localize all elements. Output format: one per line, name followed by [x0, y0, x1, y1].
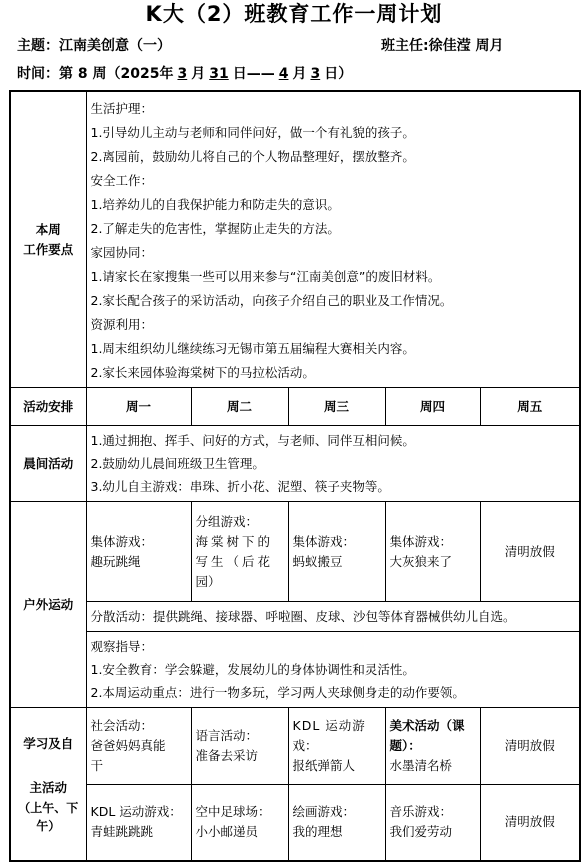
learning-tuesday-1: 语言活动： 准备去采访 — [191, 708, 288, 785]
day-separator: 日—— — [232, 66, 275, 82]
month-char-1: 月 — [191, 66, 206, 82]
outdoor-scattered-row — [10, 602, 580, 632]
weekly-point-line: 2.家长配合孩子的采访活动，向孩子介绍自己的职业及工作情况。 — [90, 293, 453, 308]
schedule-label: 活动安排 — [10, 388, 86, 426]
learning-thursday-1: 美术活动（课 题）： 水墨清名桥 — [385, 708, 480, 785]
observe-line: 2.本周运动重点：进行一物多玩，学习两人夹球侧身走的动作要领。 — [90, 685, 465, 700]
weekly-points-row — [10, 91, 580, 388]
weekly-point-line: 家园协同： — [90, 245, 154, 260]
observe-line: 1.安全教育：学会躲避，发展幼儿的身体协调性和灵活性。 — [90, 662, 415, 677]
learning-row-2 — [10, 785, 580, 861]
outdoor-observe — [86, 632, 580, 708]
weekly-point-line: 1.培养幼儿的自我保护能力和防走失的意识。 — [90, 197, 340, 212]
learning-monday-1: 社会活动： 爸爸妈妈真能 干 — [86, 708, 191, 785]
month-char-2: 月 — [292, 66, 307, 82]
day-friday: 周五 — [480, 388, 580, 426]
learning-wednesday-2: 绘画游戏： 我的理想 — [288, 785, 385, 861]
observe-line: 观察指导： — [90, 639, 154, 654]
learning-friday-1-holiday: 清明放假 — [480, 708, 580, 785]
morning-label: 晨间活动 — [10, 426, 86, 502]
end-month: 4 — [278, 66, 289, 82]
learning-wednesday-1: KDL 运动游 戏： 报纸弹箭人 — [288, 708, 385, 785]
time-label: 时间：第 8 周（2025年 — [17, 66, 174, 82]
learning-label: 学习及自 主活动 （上午、下 午） — [10, 708, 86, 861]
time-line — [17, 64, 352, 84]
outdoor-game-monday: 集体游戏： 趣玩跳绳 — [86, 502, 191, 602]
day-wednesday: 周三 — [288, 388, 385, 426]
outdoor-game-thursday: 集体游戏： 大灰狼来了 — [385, 502, 480, 602]
morning-line: 2.鼓励幼儿晨间班级卫生管理。 — [90, 456, 265, 471]
learning-tuesday-2: 空中足球场： 小小邮递员 — [191, 785, 288, 861]
outdoor-game-tuesday: 分组游戏： 海棠树下的 写生（后花 园） — [191, 502, 288, 602]
learning-thursday-2: 音乐游戏： 我们爱劳动 — [385, 785, 480, 861]
outdoor-games-row — [10, 502, 580, 602]
theme-value: 江南美创意（一） — [59, 38, 171, 54]
day-monday: 周一 — [86, 388, 191, 426]
learning-friday-2-holiday: 清明放假 — [480, 785, 580, 861]
weekly-point-line: 安全工作： — [90, 173, 154, 188]
schedule-header-row — [10, 388, 580, 426]
weekly-point-line: 生活护理： — [90, 101, 154, 116]
teacher-value: 徐佳滢 周月 — [428, 38, 504, 54]
weekly-point-line: 2.了解走失的危害性，掌握防止走失的方法。 — [90, 221, 340, 236]
page-title: K大（2）班教育工作一周计划 — [145, 2, 443, 26]
learning-row-1 — [10, 708, 580, 785]
weekly-point-line: 2.家长来园体验海棠树下的马拉松活动。 — [90, 365, 315, 380]
weekly-plan-table — [9, 90, 581, 862]
teacher-line — [381, 36, 503, 56]
morning-content — [86, 426, 580, 502]
weekly-points-label: 本周 工作要点 — [10, 91, 86, 388]
teacher-label: 班主任: — [381, 38, 429, 54]
theme-line — [17, 36, 171, 56]
day-tuesday: 周二 — [191, 388, 288, 426]
weekly-points-content — [86, 91, 580, 388]
start-month: 3 — [177, 66, 188, 82]
outdoor-game-wednesday: 集体游戏： 蚂蚁搬豆 — [288, 502, 385, 602]
outdoor-scattered: 分散活动：提供跳绳、接球器、呼啦圈、皮球、沙包等体育器械供幼儿自选。 — [86, 602, 580, 632]
theme-label: 主题： — [17, 38, 59, 54]
learning-monday-2: KDL 运动游戏： 青蛙跳跳跳 — [86, 785, 191, 861]
weekly-point-line: 1.请家长在家搜集一些可以用来参与“江南美创意”的废旧材料。 — [90, 269, 441, 284]
outdoor-observe-row — [10, 632, 580, 708]
outdoor-friday-holiday: 清明放假 — [480, 502, 580, 602]
weekly-point-line: 1.引导幼儿主动与老师和同伴问好，做一个有礼貌的孩子。 — [90, 125, 415, 140]
day-thursday: 周四 — [385, 388, 480, 426]
morning-line: 1.通过拥抱、挥手、问好的方式，与老师、同伴互相问候。 — [90, 433, 415, 448]
weekly-point-line: 1.周末组织幼儿继续练习无锡市第五届编程大赛相关内容。 — [90, 341, 415, 356]
weekly-point-line: 资源利用： — [90, 317, 154, 332]
start-day: 31 — [209, 66, 229, 82]
end-day: 3 — [310, 66, 321, 82]
morning-row — [10, 426, 580, 502]
weekly-point-line: 2.离园前，鼓励幼儿将自己的个人物品整理好，摆放整齐。 — [90, 149, 415, 164]
morning-line: 3.幼儿自主游戏：串珠、折小花、泥塑、筷子夹物等。 — [90, 479, 390, 494]
outdoor-label: 户外运动 — [10, 502, 86, 708]
time-end: 日） — [324, 66, 353, 82]
